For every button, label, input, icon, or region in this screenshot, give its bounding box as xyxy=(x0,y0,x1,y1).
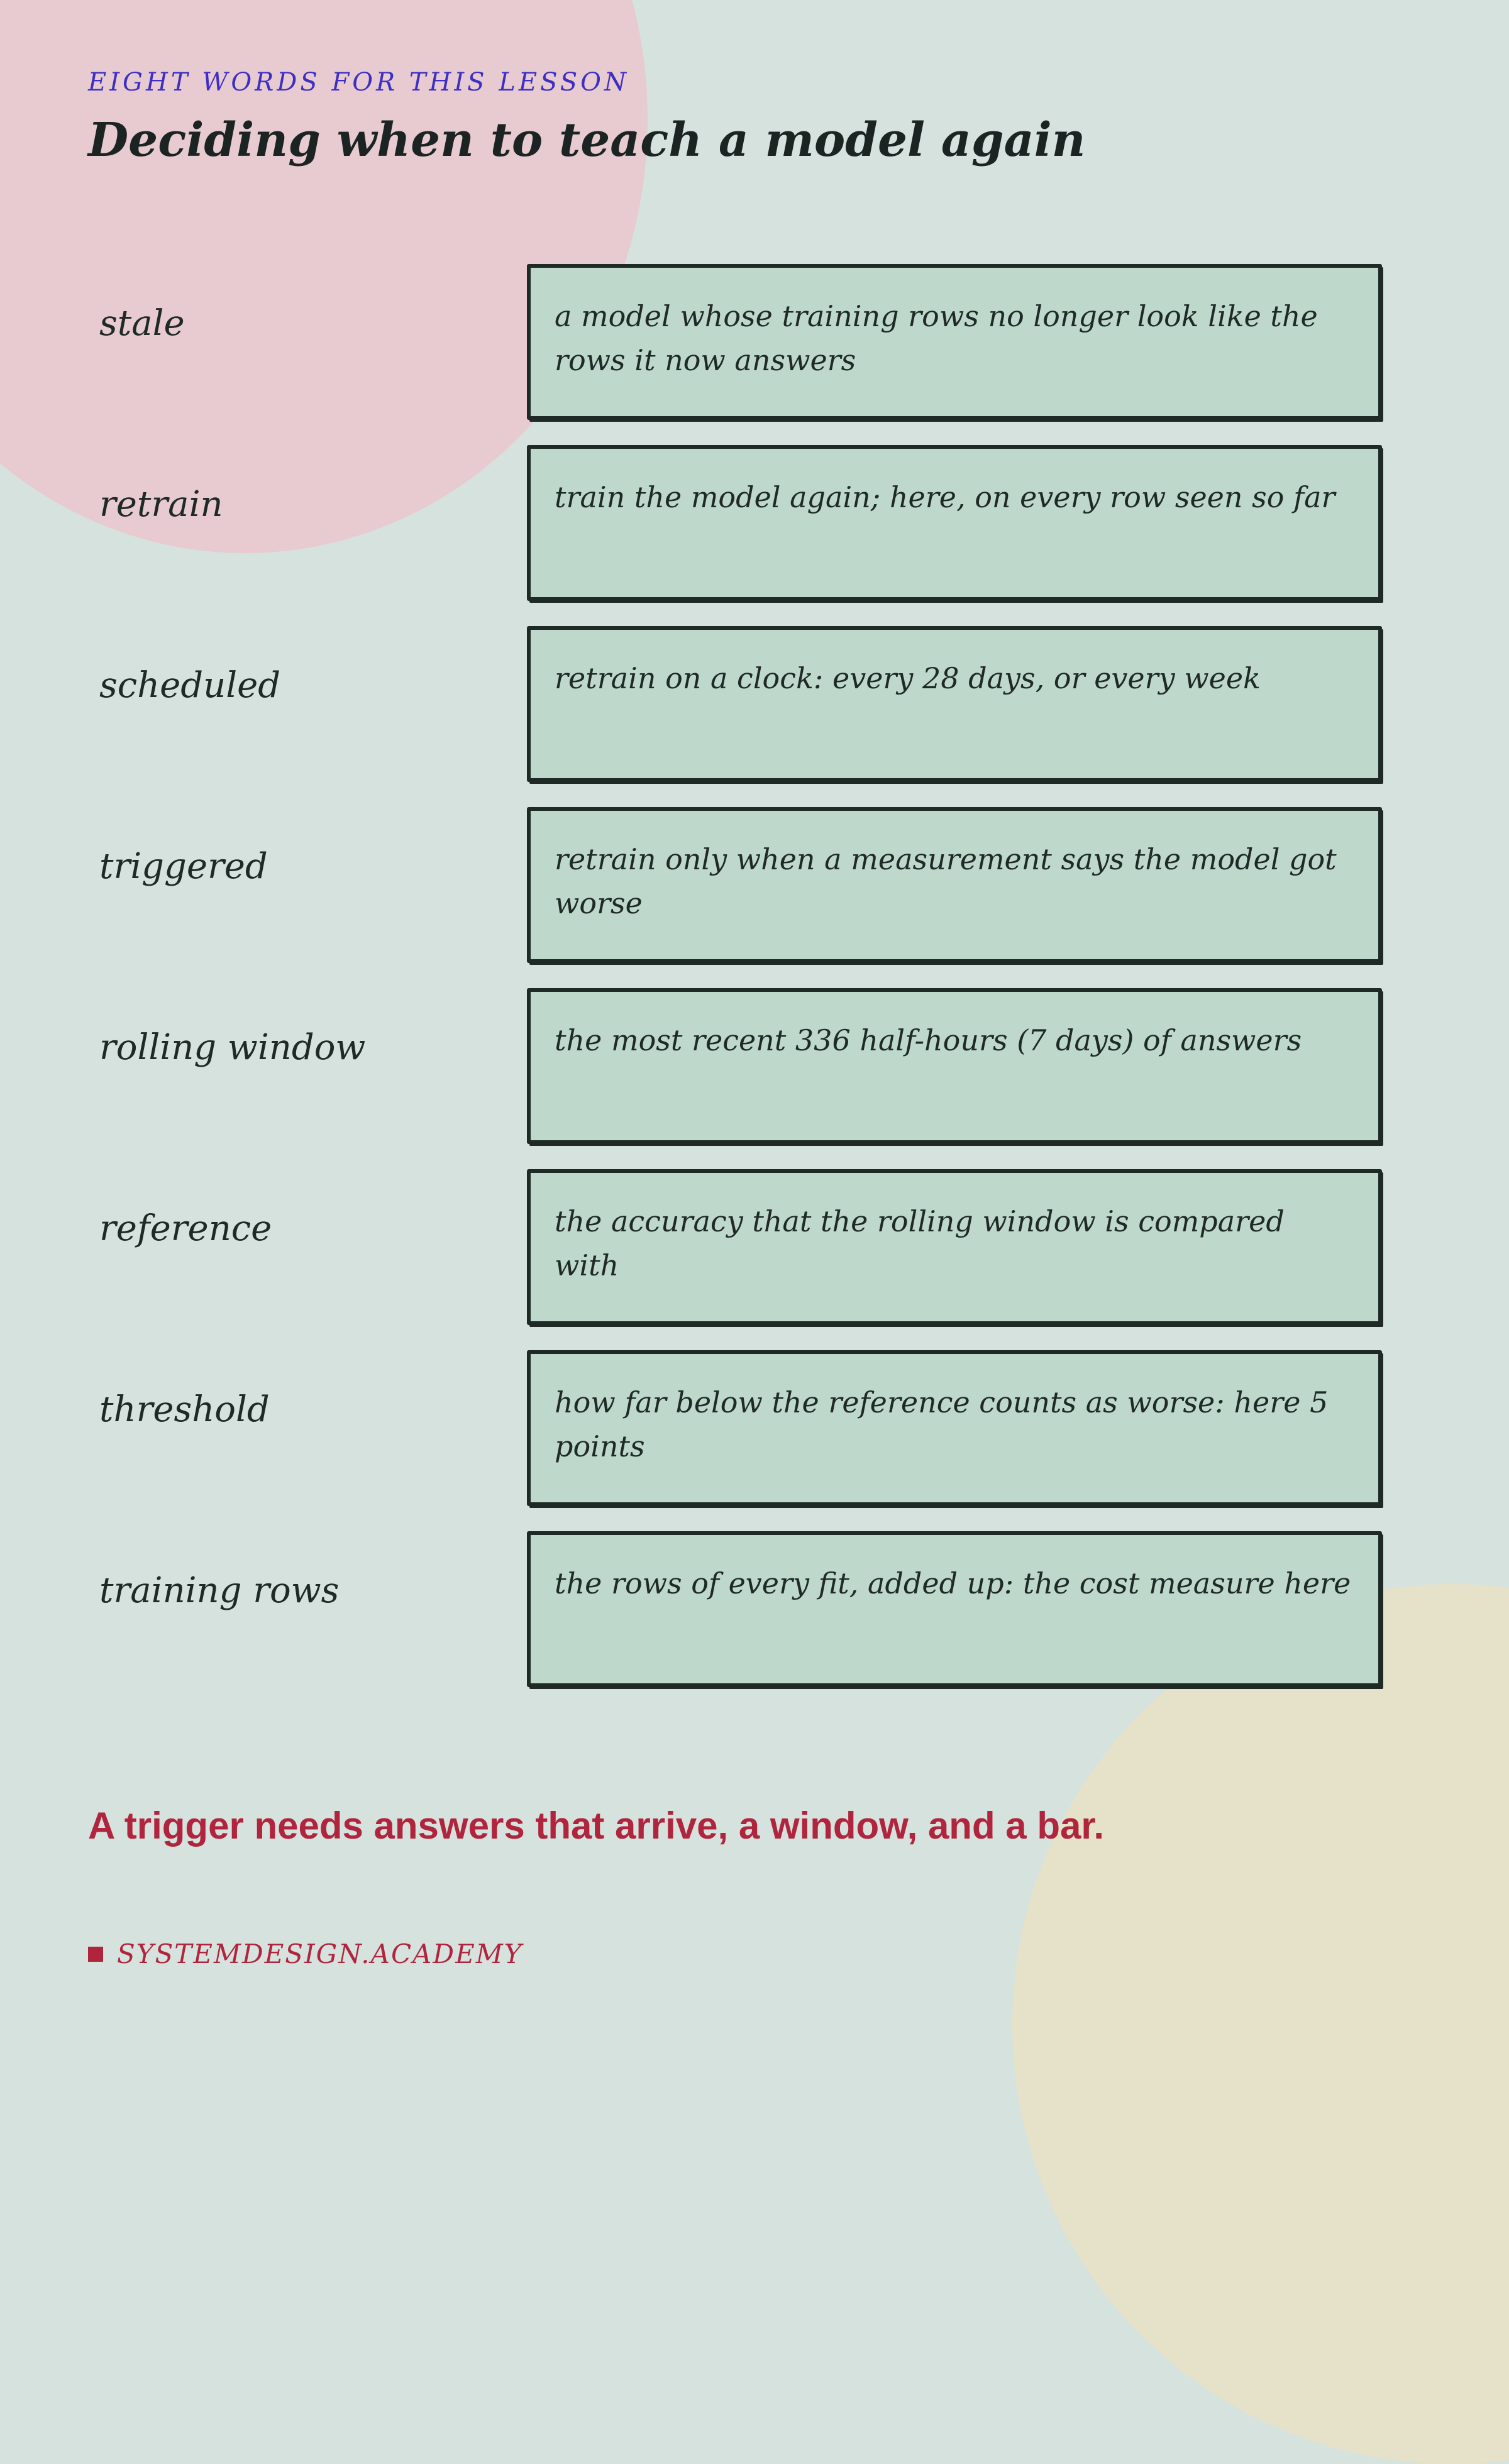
glossary-row xyxy=(0,807,1509,988)
glossary-term: stale xyxy=(99,303,185,344)
page-title: Deciding when to teach a model again xyxy=(88,113,1086,167)
glossary-row xyxy=(0,264,1509,445)
glossary-definition: train the model again; here, on every row seen so far xyxy=(527,445,1382,601)
glossary-row xyxy=(0,988,1509,1169)
glossary-row xyxy=(0,1350,1509,1531)
footer-brand xyxy=(88,1939,522,1969)
glossary-row xyxy=(0,445,1509,626)
glossary-definition: how far below the reference counts as worse: here 5 points xyxy=(527,1350,1382,1506)
glossary-term: triggered xyxy=(99,846,268,887)
glossary-term: threshold xyxy=(99,1389,270,1430)
square-icon xyxy=(88,1947,103,1962)
eyebrow-label: EIGHT WORDS FOR THIS LESSON xyxy=(88,68,629,97)
takeaway-text: A trigger needs answers that arrive, a window, and a bar. xyxy=(88,1805,1105,1847)
glossary-list xyxy=(0,264,1509,1712)
glossary-row xyxy=(0,1169,1509,1350)
glossary-row xyxy=(0,626,1509,807)
glossary-term: reference xyxy=(99,1208,272,1249)
glossary-term: training rows xyxy=(99,1570,340,1611)
background-blob-cream xyxy=(1012,1584,1509,2464)
glossary-definition: retrain on a clock: every 28 days, or every week xyxy=(527,626,1382,782)
glossary-definition: the accuracy that the rolling window is compared with xyxy=(527,1169,1382,1325)
brand-name: SYSTEMDESIGN.ACADEMY xyxy=(117,1939,523,1969)
glossary-term: rolling window xyxy=(99,1027,366,1068)
glossary-term: retrain xyxy=(99,484,223,525)
glossary-definition: the rows of every fit, added up: the cost measure here xyxy=(527,1531,1382,1687)
glossary-row xyxy=(0,1531,1509,1712)
glossary-term: scheduled xyxy=(99,665,281,706)
glossary-definition: a model whose training rows no longer look like the rows it now answers xyxy=(527,264,1382,420)
glossary-definition: the most recent 336 half-hours (7 days) of answers xyxy=(527,988,1382,1144)
glossary-definition: retrain only when a measurement says the model got worse xyxy=(527,807,1382,963)
